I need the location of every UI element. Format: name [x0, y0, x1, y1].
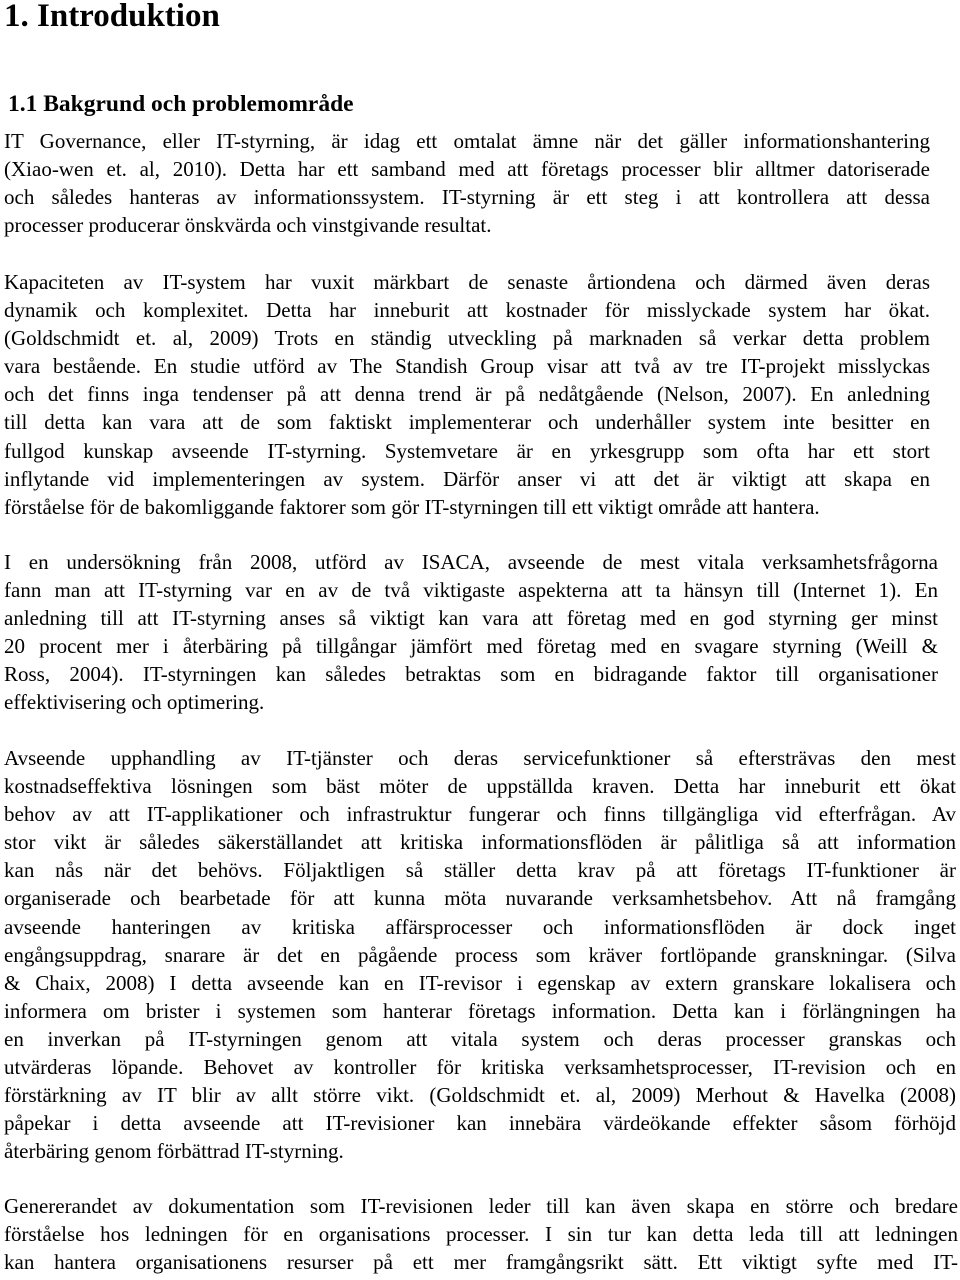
text-line: fullgod kunskap avseende IT-styrning. Systemvetare är en yrkesgrupp som ofta har ett stort — [4, 438, 930, 463]
text-line: en inverkan på IT-styrningen genom att vitala system och deras processer granskas och — [4, 1026, 956, 1051]
paragraph-capacity — [4, 268, 930, 521]
text-line: & Chaix, 2008) I detta avseende kan en IT-revisor i egenskap av extern granskare lokalisera och — [4, 970, 956, 995]
paragraph-isaca — [4, 548, 938, 717]
text-line: 20 procent mer i återbäring på tillgångar jämfört med företag med en svagare styrning (Weill & — [4, 634, 938, 659]
text-line: Kapaciteten av IT-system har vuxit märkbart de senaste årtiondena och därmed även deras — [4, 270, 930, 294]
paragraph-procurement — [4, 744, 956, 1165]
text-line: Ross, 2004). IT-styrningen kan således betraktas som en bidragande faktor till organisationer — [4, 662, 938, 687]
text-line: förstärkning av IT blir av allt större vikt. (Goldschmidt et. al, 2009) Merhout & Havelka (2008) — [4, 1083, 956, 1108]
section-heading: 1.1 Bakgrund och problemområde — [8, 91, 354, 117]
text-line: och således hanteras av informationssystem. IT-styrning är ett steg i att kontrollera att dessa — [4, 185, 930, 210]
text-line: anledning till att IT-styrning anses så viktigt kan vara att företag med en god styrning ger minst — [4, 606, 938, 631]
paragraph-documentation — [4, 1192, 958, 1276]
text-line: (Xiao-wen et. al, 2010). Detta har ett samband med att företags processer blir alltmer datoriserade — [4, 157, 930, 182]
text-line: kan nås när det behövs. Följaktligen så ställer detta krav på att företags IT-funktioner är — [4, 858, 956, 883]
text-line: kostnadseffektiva lösningen som bäst möter de uppställda kraven. Detta har inneburit ett ökat — [4, 774, 956, 799]
text-line: informera om brister i systemen som hanterar företags information. Detta kan i förlängningen ha — [4, 998, 956, 1023]
text-line: förståelse för de bakomliggande faktorer som gör IT-styrningen till ett viktigt område att hantera. — [4, 494, 820, 519]
text-line: vara bestående. En studie utförd av The Standish Group visar att två av tre IT-projekt misslyckas — [4, 354, 930, 379]
text-line: processer producerar önskvärda och vinstgivande resultat. — [4, 213, 492, 238]
text-line: Avseende upphandling av IT-tjänster och deras servicefunktioner så eftersträvas den mest — [4, 746, 956, 770]
paragraph-background — [4, 127, 930, 239]
text-line: påpekar i detta avseende att IT-revisioner kan innebära värdeökande effekter såsom förhöjd — [4, 1111, 956, 1136]
text-line: fann man att IT-styrning var en av de två viktigaste aspekterna att ta hänsyn till (Internet 1). En — [4, 578, 938, 603]
text-line: kan hantera organisationens resurser på ett mer framgångsrikt sätt. Ett viktigt syfte med IT- — [4, 1250, 958, 1275]
text-line: till detta kan vara att de som faktiskt implementerar och underhåller system inte besitter en — [4, 410, 930, 435]
text-line: Genererandet av dokumentation som IT-revisionen leder till kan även skapa en större och bredare — [4, 1194, 958, 1218]
text-line: effektivisering och optimering. — [4, 690, 265, 715]
text-line: (Goldschmidt et. al, 2009) Trots en ständig utveckling på marknaden så verkar detta problem — [4, 326, 930, 351]
text-line: dynamik och komplexitet. Detta har inneburit att kostnader för misslyckade system har ökat. — [4, 298, 930, 323]
text-line: och det finns inga tendenser på att denna trend är på nedåtgående (Nelson, 2007). En anledning — [4, 382, 930, 407]
text-line: IT Governance, eller IT-styrning, är idag ett omtalat ämne när det gäller informationshantering — [4, 129, 930, 153]
chapter-heading: 1. Introduktion — [4, 0, 220, 34]
text-line: stor vikt är således säkerställandet att kritiska informationsflöden är pålitliga så att information — [4, 830, 956, 855]
text-line: avseende hanteringen av kritiska affärsprocesser och informationsflöden är dock inget — [4, 914, 956, 939]
text-line: behov av att IT-applikationer och infrastruktur fungerar och finns tillgängliga vid efterfrågan. Av — [4, 802, 956, 827]
text-line: återbäring genom förbättrad IT-styrning. — [4, 1139, 344, 1164]
text-line: förståelse hos ledningen för en organisations processer. I sin tur kan detta leda till att ledningen — [4, 1222, 958, 1247]
text-line: engångsuppdrag, snarare är det en pågående process som kräver fortlöpande granskningar. (Silva — [4, 942, 956, 967]
text-line: I en undersökning från 2008, utförd av ISACA, avseende de mest vitala verksamhetsfrågorna — [4, 550, 938, 574]
text-line: utvärderas löpande. Behovet av kontroller för kritiska verksamhetsprocesser, IT-revision och en — [4, 1055, 956, 1080]
text-line: inflytande vid implementeringen av system. Därför anser vi att det är viktigt att skapa en — [4, 466, 930, 491]
text-line: organiserade och bearbetade för att kunna möta nuvarande verksamhetsbehov. Att nå framgång — [4, 886, 956, 911]
